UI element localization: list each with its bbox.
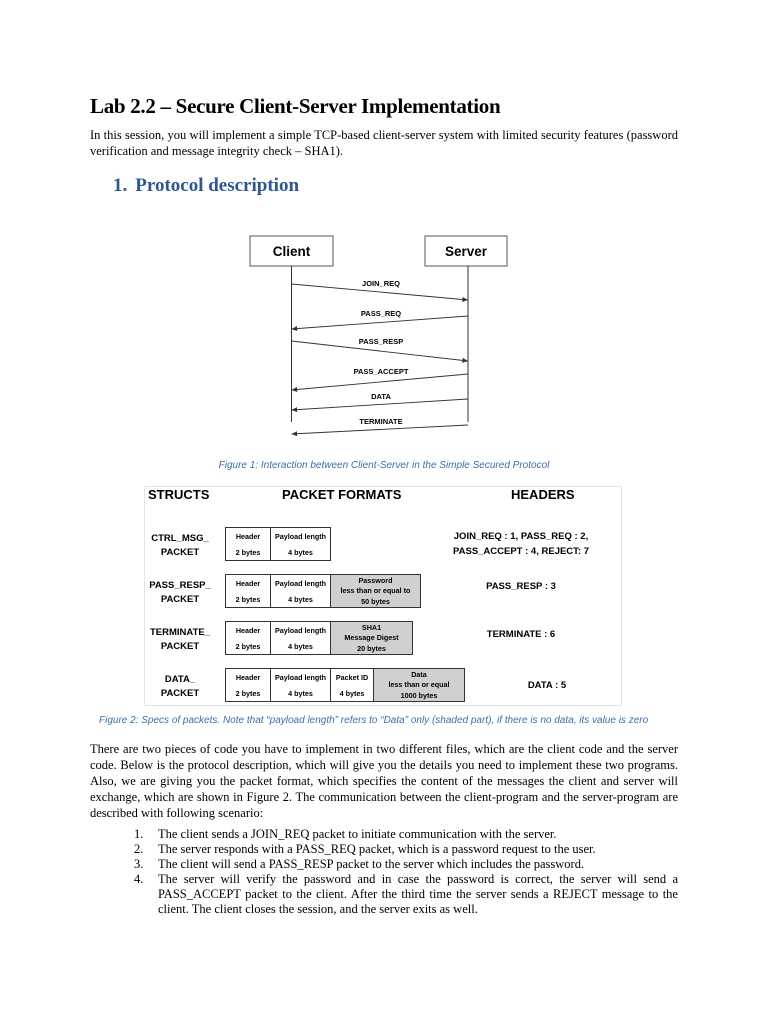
structs-heading: STRUCTS	[148, 487, 210, 502]
message-label-pass-accept: PASS_ACCEPT	[353, 367, 409, 376]
field-name: Payload length	[274, 672, 327, 682]
struct-name-line: PASS_RESP_	[149, 580, 211, 591]
field-line: Data	[411, 669, 427, 679]
header-code-line: PASS_RESP : 3	[486, 581, 556, 592]
field-name: Payload length	[274, 625, 327, 635]
scenario-list	[134, 827, 678, 917]
message-arrow-terminate	[292, 425, 469, 434]
field-payload-length	[270, 527, 331, 561]
field-header	[225, 527, 271, 561]
list-item	[134, 827, 678, 842]
field-name: Header	[235, 578, 261, 588]
field-header	[225, 574, 271, 608]
field-name: Payload length	[274, 531, 327, 541]
list-item	[134, 857, 678, 872]
section-title: Protocol description	[135, 175, 300, 196]
sequence-diagram	[0, 0, 768, 460]
struct-name-line: PACKET	[160, 641, 200, 652]
struct-name	[145, 579, 215, 607]
message-label-pass-resp: PASS_RESP	[358, 337, 404, 346]
struct-name-line: DATA_	[164, 674, 196, 685]
step-text: The client sends a JOIN_REQ packet to initiate communication with the server.	[158, 827, 557, 841]
list-item	[134, 872, 678, 917]
field-line: 1000 bytes	[400, 691, 438, 701]
header-codes	[421, 579, 621, 594]
field-password	[330, 574, 421, 608]
header-codes	[447, 678, 647, 693]
step-text: The server will verify the password and in case the password is correct, the server will send a PASS_ACCEPT packet to the client. After the third time the server sends a REJECT message to the client. The client closes the session, and the server exits as well.	[158, 872, 678, 916]
step-number: 2.	[134, 842, 144, 856]
field-name: Packet ID	[335, 672, 369, 682]
step-number: 1.	[134, 827, 144, 841]
field-name: Payload length	[274, 578, 327, 588]
field-header	[225, 621, 271, 655]
step-text: The server responds with a PASS_REQ packet, which is a password request to the user.	[158, 842, 596, 856]
field-size: 4 bytes	[339, 688, 365, 698]
header-code-line: JOIN_REQ : 1, PASS_REQ : 2,	[453, 531, 589, 542]
field-payload-length	[270, 668, 331, 702]
struct-name	[145, 673, 215, 701]
field-size: 4 bytes	[288, 688, 313, 698]
field-line: less than or equal to	[340, 586, 411, 596]
figure-2-caption: Figure 2: Specs of packets. Note that “payload length” refers to “Data” only (shaded part), if there is no data, its value is zero	[99, 715, 649, 726]
field-size: 2 bytes	[235, 594, 261, 604]
struct-name-line: PACKET	[160, 547, 200, 558]
list-item	[134, 842, 678, 857]
server-label: Server	[444, 244, 488, 259]
packet-formats-figure	[144, 486, 622, 706]
field-line: 50 bytes	[361, 597, 390, 607]
message-label-data: DATA	[371, 392, 391, 401]
message-arrow-pass-accept	[292, 374, 469, 390]
struct-name-line: PACKET	[160, 688, 200, 699]
header-codes	[421, 529, 621, 559]
field-name: Header	[235, 531, 261, 541]
message-label-join-req: JOIN_REQ	[362, 279, 400, 288]
field-line: less than or equal	[388, 680, 450, 690]
message-label-terminate: TERMINATE	[359, 417, 403, 426]
field-payload-length	[270, 574, 331, 608]
intro-paragraph: In this session, you will implement a simple TCP-based client-server system with limited security features (password verification and message integrity check – SHA1).	[90, 128, 678, 158]
step-text: The client will send a PASS_RESP packet to the server which includes the password.	[158, 857, 585, 871]
field-size: 4 bytes	[288, 547, 313, 557]
field-line: Message Digest	[344, 633, 399, 643]
field-size: 4 bytes	[288, 594, 313, 604]
field-name: Header	[235, 625, 261, 635]
client-label: Client	[272, 244, 311, 259]
headers-heading: HEADERS	[511, 487, 575, 502]
field-size: 2 bytes	[235, 688, 261, 698]
field-sha1-digest	[330, 621, 413, 655]
header-code-line: TERMINATE : 6	[486, 629, 556, 640]
packet-formats-heading: PACKET FORMATS	[282, 487, 402, 502]
struct-name-line: PACKET	[160, 594, 200, 605]
header-code-line: DATA : 5	[527, 680, 567, 691]
struct-name	[145, 532, 215, 560]
field-size: 4 bytes	[288, 641, 313, 651]
struct-name	[145, 626, 215, 654]
figure-1-caption: Figure 1: Interaction between Client-Server in the Simple Secured Protocol	[218, 460, 550, 471]
field-size: 2 bytes	[235, 547, 261, 557]
header-code-line: PASS_ACCEPT : 4, REJECT: 7	[452, 546, 590, 557]
field-packet-id	[330, 668, 374, 702]
field-line: SHA1	[361, 622, 382, 632]
step-number: 3.	[134, 857, 144, 871]
section-number: 1.	[113, 175, 128, 196]
struct-name-line: CTRL_MSG_	[151, 533, 209, 544]
field-line: 20 bytes	[357, 644, 386, 654]
field-line: Password	[358, 575, 393, 585]
field-size: 2 bytes	[235, 641, 261, 651]
body-paragraph: There are two pieces of code you have to implement in two different files, which are the client code and the server code. Below is the protocol description, which will give you the details you need to implement these two programs. Also, we are giving you the packet format, which specifies the content of the messages the client and server will exchange, which are shown in Figure 2. The communication between the client-program and the server-program are described with following scenario:	[90, 742, 678, 820]
header-codes	[421, 627, 621, 642]
field-name: Header	[235, 672, 261, 682]
step-number: 4.	[134, 872, 144, 886]
struct-name-line: TERMINATE_	[150, 627, 210, 638]
field-payload-length	[270, 621, 331, 655]
message-label-pass-req: PASS_REQ	[360, 309, 402, 318]
field-header	[225, 668, 271, 702]
page-title: Lab 2.2 – Secure Client-Server Implementation	[90, 94, 501, 118]
